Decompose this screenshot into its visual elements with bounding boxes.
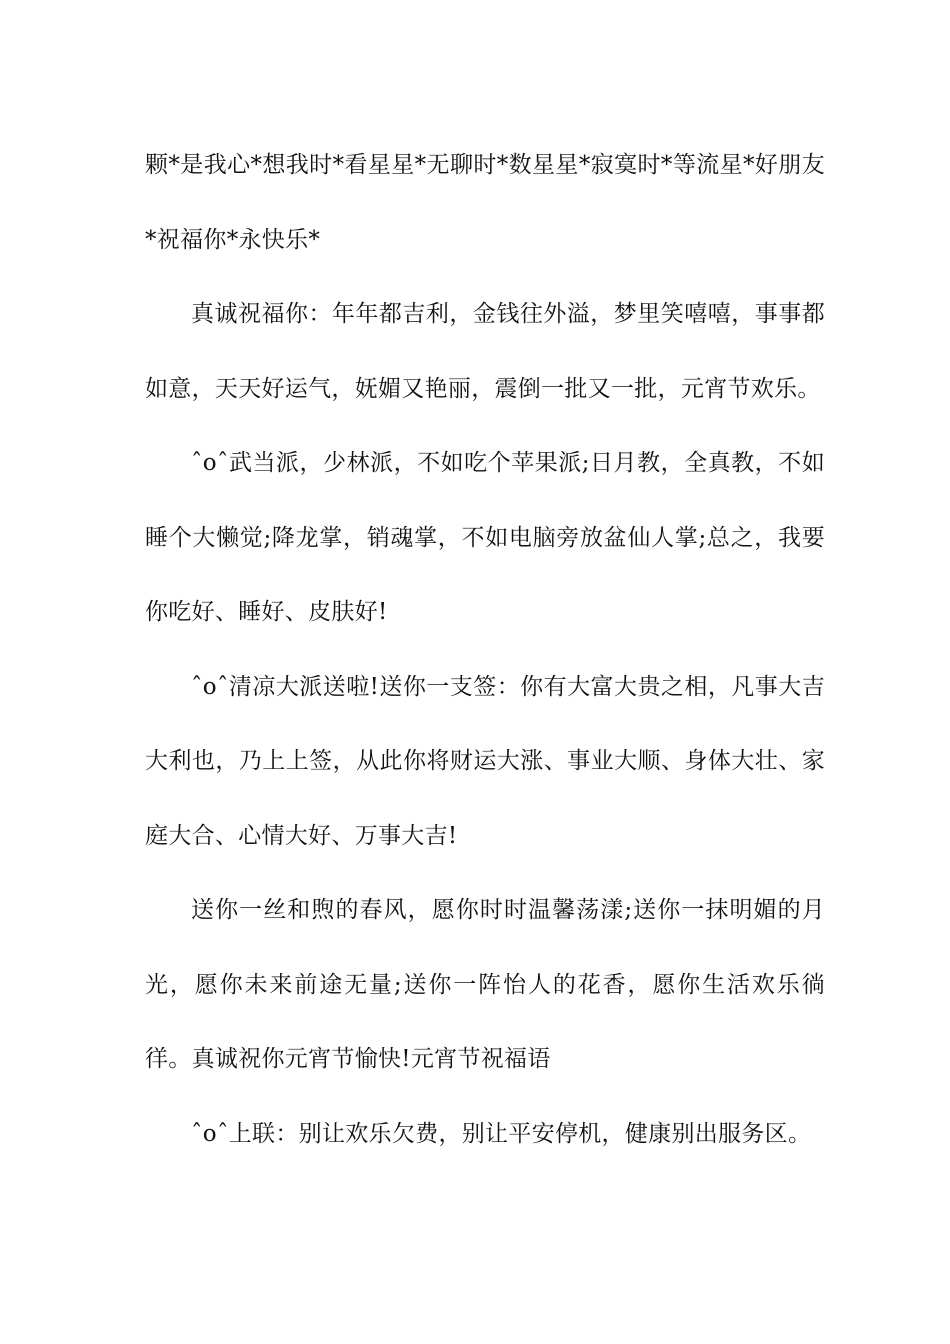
document-body	[145, 128, 825, 1171]
paragraph-sects: ˆoˆ武当派，少林派，不如吃个苹果派;日月教，全真教，不如睡个大懒觉;降龙掌，销魂掌，不如电脑旁放盆仙人掌;总之，我要你吃好、睡好、皮肤好!	[145, 450, 825, 625]
paragraph-continued: 颗*是我心*想我时*看星星*无聊时*数星星*寂寞时*等流星*好朋友*祝福你*永快乐*	[145, 152, 825, 253]
paragraph-spring-breeze: 送你一丝和煦的春风，愿你时时温馨荡漾;送你一抹明媚的月光，愿你未来前途无量;送你一阵怡人的花香，愿你生活欢乐徜徉。真诚祝你元宵节愉快!元宵节祝福语	[145, 897, 825, 1072]
paragraph-fortune-stick: ˆoˆ清凉大派送啦!送你一支签：你有大富大贵之相，凡事大吉大利也，乃上上签，从此你将财运大涨、事业大顺、身体大壮、家庭大合、心情大好、万事大吉!	[145, 673, 825, 849]
paragraph-couplet: ˆoˆ上联：别让欢乐欠费，别让平安停机，健康别出服务区。	[191, 1120, 812, 1147]
paragraph-blessing: 真诚祝福你：年年都吉利，金钱往外溢，梦里笑嘻嘻，事事都如意，天天好运气，妩媚又艳丽，震倒一批又一批，元宵节欢乐。	[145, 301, 825, 402]
